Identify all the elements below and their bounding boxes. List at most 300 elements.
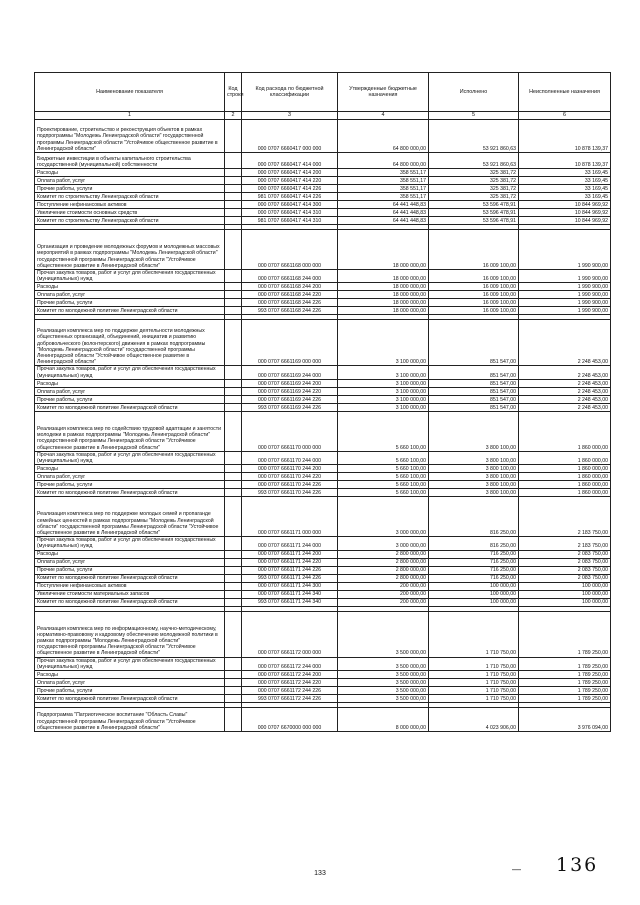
table-row xyxy=(35,395,611,403)
row-budget-code-cell: 993 0707 6661171 244 226 xyxy=(242,574,338,582)
table-row xyxy=(35,217,611,225)
row-budget-code-cell: 000 0707 6661171 000 000 xyxy=(242,497,338,537)
row-unexecuted-cell: 33 169,45 xyxy=(519,177,611,185)
row-budget-code-cell: 000 0707 6670000 000 000 xyxy=(242,708,338,732)
row-unexecuted-cell: 1 860 000,00 xyxy=(519,489,611,497)
row-budget-code-cell: 000 0707 6661168 244 220 xyxy=(242,291,338,299)
row-approved-cell: 3 500 000,00 xyxy=(338,671,429,679)
row-budget-code-cell: 000 0707 6661168 244 226 xyxy=(242,299,338,307)
row-executed-cell: 53 921 860,63 xyxy=(429,153,519,169)
row-unexecuted-cell: 33 169,45 xyxy=(519,193,611,201)
row-budget-code-cell: 000 0707 6661171 244 220 xyxy=(242,558,338,566)
row-budget-code-cell: 993 0707 6661169 244 226 xyxy=(242,403,338,411)
table-row xyxy=(35,177,611,185)
row-line-code-cell xyxy=(225,590,242,598)
row-executed-cell: 851 547,00 xyxy=(429,379,519,387)
table-row xyxy=(35,489,611,497)
table-row xyxy=(35,283,611,291)
row-unexecuted-cell: 1 990 900,00 xyxy=(519,283,611,291)
row-name-cell: Комитет по молодежной политике Ленинградской области xyxy=(35,574,225,582)
column-number: 5 xyxy=(429,112,519,120)
table-row xyxy=(35,320,611,366)
row-approved-cell: 3 100 000,00 xyxy=(338,403,429,411)
table-row xyxy=(35,679,611,687)
table-row xyxy=(35,270,611,283)
table-row xyxy=(35,193,611,201)
row-budget-code-cell: 000 0707 6660417 414 300 xyxy=(242,201,338,209)
row-executed-cell: 1 710 750,00 xyxy=(429,695,519,703)
row-name-cell: Подпрограмма "Патриотическое воспитание "Область Славы" государственной программы Ленинградской области "Устойчивое общественное развитие в Ленинградской области" xyxy=(35,708,225,732)
row-budget-code-cell: 000 0707 6661170 244 220 xyxy=(242,473,338,481)
row-line-code-cell xyxy=(225,193,242,201)
table-row xyxy=(35,201,611,209)
row-unexecuted-cell: 1 990 900,00 xyxy=(519,299,611,307)
row-name-cell: Увеличение стоимости материальных запасов xyxy=(35,590,225,598)
table-row xyxy=(35,299,611,307)
row-line-code-cell xyxy=(225,671,242,679)
row-unexecuted-cell: 2 248 453,00 xyxy=(519,366,611,379)
row-executed-cell: 716 250,00 xyxy=(429,550,519,558)
row-line-code-cell xyxy=(225,537,242,550)
row-executed-cell: 716 250,00 xyxy=(429,558,519,566)
row-executed-cell: 16 009 100,00 xyxy=(429,307,519,315)
row-unexecuted-cell: 1 860 000,00 xyxy=(519,473,611,481)
row-line-code-cell xyxy=(225,708,242,732)
row-unexecuted-cell: 100 000,00 xyxy=(519,598,611,606)
row-line-code-cell xyxy=(225,611,242,657)
row-budget-code-cell: 000 0707 6660417 000 000 xyxy=(242,120,338,153)
row-executed-cell: 716 250,00 xyxy=(429,566,519,574)
row-line-code-cell xyxy=(225,465,242,473)
budget-table xyxy=(34,72,611,732)
row-budget-code-cell: 000 0707 6660417 414 220 xyxy=(242,177,338,185)
row-approved-cell: 5 660 100,00 xyxy=(338,451,429,464)
table-row xyxy=(35,537,611,550)
row-approved-cell: 3 100 000,00 xyxy=(338,366,429,379)
row-unexecuted-cell: 10 878 139,37 xyxy=(519,120,611,153)
row-line-code-cell xyxy=(225,558,242,566)
row-line-code-cell xyxy=(225,153,242,169)
table-row xyxy=(35,403,611,411)
row-approved-cell: 64 441 448,83 xyxy=(338,217,429,225)
table-row xyxy=(35,497,611,537)
row-name-cell: Прочие работы, услуги xyxy=(35,185,225,193)
row-line-code-cell xyxy=(225,201,242,209)
row-approved-cell: 18 000 000,00 xyxy=(338,291,429,299)
row-budget-code-cell: 000 0707 6661170 000 000 xyxy=(242,411,338,451)
table-row xyxy=(35,230,611,270)
row-unexecuted-cell: 2 248 453,00 xyxy=(519,395,611,403)
row-name-cell: Прочая закупка товаров, работ и услуг для обеспечения государственных (муниципальных) нужд xyxy=(35,366,225,379)
row-unexecuted-cell: 1 990 900,00 xyxy=(519,270,611,283)
row-line-code-cell xyxy=(225,120,242,153)
row-name-cell: Оплата работ, услуг xyxy=(35,291,225,299)
row-line-code-cell xyxy=(225,550,242,558)
row-budget-code-cell: 000 0707 6661172 244 000 xyxy=(242,657,338,670)
row-unexecuted-cell: 1 789 250,00 xyxy=(519,695,611,703)
row-budget-code-cell: 000 0707 6660417 414 200 xyxy=(242,169,338,177)
row-approved-cell: 18 000 000,00 xyxy=(338,230,429,270)
column-numbers-row xyxy=(35,112,611,120)
row-unexecuted-cell: 1 789 250,00 xyxy=(519,657,611,670)
table-row xyxy=(35,120,611,153)
row-executed-cell: 716 250,00 xyxy=(429,574,519,582)
row-approved-cell: 3 500 000,00 xyxy=(338,695,429,703)
row-unexecuted-cell: 2 248 453,00 xyxy=(519,320,611,366)
column-number: 1 xyxy=(35,112,225,120)
row-unexecuted-cell: 1 860 000,00 xyxy=(519,411,611,451)
table-row xyxy=(35,451,611,464)
row-budget-code-cell: 000 0707 6661170 244 000 xyxy=(242,451,338,464)
row-approved-cell: 3 500 000,00 xyxy=(338,611,429,657)
row-executed-cell: 851 547,00 xyxy=(429,387,519,395)
table-header-row xyxy=(35,73,611,112)
row-executed-cell: 1 710 750,00 xyxy=(429,687,519,695)
row-name-cell: Комитет по молодежной политике Ленинградской области xyxy=(35,598,225,606)
row-approved-cell: 5 660 100,00 xyxy=(338,411,429,451)
header-executed: Исполнено xyxy=(429,73,519,112)
row-name-cell: Оплата работ, услуг xyxy=(35,387,225,395)
row-line-code-cell xyxy=(225,473,242,481)
row-line-code-cell xyxy=(225,582,242,590)
row-unexecuted-cell: 1 789 250,00 xyxy=(519,671,611,679)
row-executed-cell: 851 547,00 xyxy=(429,320,519,366)
row-line-code-cell xyxy=(225,481,242,489)
row-name-cell: Поступление нефинансовых активов xyxy=(35,582,225,590)
table-row xyxy=(35,574,611,582)
row-line-code-cell xyxy=(225,307,242,315)
row-unexecuted-cell: 10 844 969,92 xyxy=(519,217,611,225)
table-row xyxy=(35,657,611,670)
row-executed-cell: 16 009 100,00 xyxy=(429,283,519,291)
row-executed-cell: 100 000,00 xyxy=(429,598,519,606)
row-budget-code-cell: 000 0707 6661171 244 000 xyxy=(242,537,338,550)
row-name-cell: Прочая закупка товаров, работ и услуг для обеспечения государственных (муниципальных) нужд xyxy=(35,537,225,550)
table-row xyxy=(35,566,611,574)
row-approved-cell: 2 800 000,00 xyxy=(338,566,429,574)
row-unexecuted-cell: 33 169,45 xyxy=(519,185,611,193)
row-executed-cell: 16 009 100,00 xyxy=(429,299,519,307)
table-row xyxy=(35,582,611,590)
row-name-cell: Расходы xyxy=(35,550,225,558)
row-line-code-cell xyxy=(225,387,242,395)
row-budget-code-cell: 000 0707 6661172 244 220 xyxy=(242,679,338,687)
row-executed-cell: 1 710 750,00 xyxy=(429,671,519,679)
row-line-code-cell xyxy=(225,217,242,225)
header-unexecuted: Неисполненные назначения xyxy=(519,73,611,112)
row-name-cell: Оплата работ, услуг xyxy=(35,558,225,566)
row-unexecuted-cell: 10 844 969,92 xyxy=(519,209,611,217)
row-budget-code-cell: 000 0707 6661168 244 200 xyxy=(242,283,338,291)
row-approved-cell: 358 551,17 xyxy=(338,169,429,177)
row-unexecuted-cell: 1 990 900,00 xyxy=(519,291,611,299)
row-line-code-cell xyxy=(225,574,242,582)
row-name-cell: Прочая закупка товаров, работ и услуг для обеспечения государственных (муниципальных) нужд xyxy=(35,270,225,283)
column-number: 3 xyxy=(242,112,338,120)
row-unexecuted-cell: 1 860 000,00 xyxy=(519,465,611,473)
row-unexecuted-cell: 1 789 250,00 xyxy=(519,679,611,687)
row-budget-code-cell: 000 0707 6661169 244 000 xyxy=(242,366,338,379)
row-name-cell: Комитет по строительству Ленинградской области xyxy=(35,193,225,201)
column-number: 6 xyxy=(519,112,611,120)
row-budget-code-cell: 000 0707 6661169 244 220 xyxy=(242,387,338,395)
row-executed-cell: 325 381,72 xyxy=(429,169,519,177)
row-name-cell: Оплата работ, услуг xyxy=(35,679,225,687)
row-approved-cell: 200 000,00 xyxy=(338,598,429,606)
row-line-code-cell xyxy=(225,366,242,379)
table-row xyxy=(35,590,611,598)
row-name-cell: Поступление нефинансовых активов xyxy=(35,201,225,209)
row-executed-cell: 1 710 750,00 xyxy=(429,611,519,657)
row-approved-cell: 3 500 000,00 xyxy=(338,687,429,695)
column-number: 4 xyxy=(338,112,429,120)
row-line-code-cell xyxy=(225,695,242,703)
row-executed-cell: 3 800 100,00 xyxy=(429,473,519,481)
row-executed-cell: 53 596 478,91 xyxy=(429,201,519,209)
row-executed-cell: 53 921 860,63 xyxy=(429,120,519,153)
row-name-cell: Прочие работы, услуги xyxy=(35,395,225,403)
table-row xyxy=(35,291,611,299)
row-executed-cell: 851 547,00 xyxy=(429,366,519,379)
row-budget-code-cell: 000 0707 6661169 244 226 xyxy=(242,395,338,403)
row-executed-cell: 100 000,00 xyxy=(429,590,519,598)
table-row xyxy=(35,473,611,481)
row-approved-cell: 358 551,17 xyxy=(338,185,429,193)
row-unexecuted-cell: 3 976 094,00 xyxy=(519,708,611,732)
row-name-cell: Комитет по молодежной политике Ленинградской области xyxy=(35,695,225,703)
row-budget-code-cell: 993 0707 6661171 244 340 xyxy=(242,598,338,606)
row-approved-cell: 5 660 100,00 xyxy=(338,473,429,481)
table-row xyxy=(35,611,611,657)
row-unexecuted-cell: 2 248 453,00 xyxy=(519,379,611,387)
row-name-cell: Расходы xyxy=(35,169,225,177)
table-row xyxy=(35,558,611,566)
row-budget-code-cell: 000 0707 6661171 244 226 xyxy=(242,566,338,574)
row-budget-code-cell: 000 0707 6661169 000 000 xyxy=(242,320,338,366)
row-line-code-cell xyxy=(225,209,242,217)
table-row xyxy=(35,185,611,193)
table-row xyxy=(35,379,611,387)
row-budget-code-cell: 981 0707 6660417 414 226 xyxy=(242,193,338,201)
row-executed-cell: 851 547,00 xyxy=(429,403,519,411)
row-budget-code-cell: 981 0707 6660417 414 310 xyxy=(242,217,338,225)
row-name-cell: Комитет по молодежной политике Ленинградской области xyxy=(35,403,225,411)
row-executed-cell: 1 710 750,00 xyxy=(429,679,519,687)
row-name-cell: Увеличение стоимости основных средств xyxy=(35,209,225,217)
row-name-cell: Прочие работы, услуги xyxy=(35,481,225,489)
table-row xyxy=(35,671,611,679)
row-line-code-cell xyxy=(225,489,242,497)
row-unexecuted-cell: 33 169,45 xyxy=(519,169,611,177)
row-unexecuted-cell: 1 789 250,00 xyxy=(519,611,611,657)
row-approved-cell: 3 500 000,00 xyxy=(338,657,429,670)
table-row xyxy=(35,307,611,315)
row-approved-cell: 3 500 000,00 xyxy=(338,679,429,687)
row-approved-cell: 200 000,00 xyxy=(338,582,429,590)
row-unexecuted-cell: 2 083 750,00 xyxy=(519,566,611,574)
row-approved-cell: 18 000 000,00 xyxy=(338,270,429,283)
row-executed-cell: 816 250,00 xyxy=(429,537,519,550)
row-unexecuted-cell: 2 248 453,00 xyxy=(519,403,611,411)
row-approved-cell: 64 441 448,83 xyxy=(338,209,429,217)
row-executed-cell: 325 381,72 xyxy=(429,177,519,185)
row-name-cell: Реализация комплекса мер по информационному, научно-методическому, нормативно-правовому и кадровому обеспечению молодежной политики в рамках подпрограммы "Молодежь Ленинградской области" государственной программы Ленинградской области "Устойчивое общественное развитие в Ленинградской области" xyxy=(35,611,225,657)
row-name-cell: Прочая закупка товаров, работ и услуг для обеспечения государственных (муниципальных) нужд xyxy=(35,451,225,464)
row-line-code-cell xyxy=(225,679,242,687)
row-budget-code-cell: 000 0707 6661168 000 000 xyxy=(242,230,338,270)
row-unexecuted-cell: 1 789 250,00 xyxy=(519,687,611,695)
row-executed-cell: 1 710 750,00 xyxy=(429,657,519,670)
row-executed-cell: 325 381,72 xyxy=(429,193,519,201)
row-unexecuted-cell: 100 000,00 xyxy=(519,590,611,598)
row-unexecuted-cell: 100 000,00 xyxy=(519,582,611,590)
row-name-cell: Проектирование, строительство и реконструкция объектов в рамках подпрограммы "Молодежь Ленинградской области" государственной программы Ленинградской области "Устойчивое общественное развитие в Ленинградской области" xyxy=(35,120,225,153)
footer-dash: — xyxy=(512,864,521,874)
row-unexecuted-cell: 2 183 750,00 xyxy=(519,537,611,550)
row-approved-cell: 3 100 000,00 xyxy=(338,395,429,403)
table-row xyxy=(35,465,611,473)
header-budget-code: Код расхода по бюджетной классификации xyxy=(242,73,338,112)
row-unexecuted-cell: 2 183 750,00 xyxy=(519,497,611,537)
row-name-cell: Расходы xyxy=(35,465,225,473)
row-line-code-cell xyxy=(225,411,242,451)
row-executed-cell: 53 596 478,91 xyxy=(429,217,519,225)
row-budget-code-cell: 000 0707 6661168 244 000 xyxy=(242,270,338,283)
row-executed-cell: 851 547,00 xyxy=(429,395,519,403)
row-name-cell: Расходы xyxy=(35,379,225,387)
row-approved-cell: 5 660 100,00 xyxy=(338,489,429,497)
row-approved-cell: 200 000,00 xyxy=(338,590,429,598)
row-budget-code-cell: 000 0707 6661171 244 340 xyxy=(242,590,338,598)
row-line-code-cell xyxy=(225,320,242,366)
row-line-code-cell xyxy=(225,230,242,270)
row-line-code-cell xyxy=(225,598,242,606)
row-line-code-cell xyxy=(225,270,242,283)
row-unexecuted-cell: 1 990 900,00 xyxy=(519,230,611,270)
row-name-cell: Прочие работы, услуги xyxy=(35,687,225,695)
row-budget-code-cell: 000 0707 6661171 244 300 xyxy=(242,582,338,590)
row-line-code-cell xyxy=(225,185,242,193)
row-line-code-cell xyxy=(225,566,242,574)
row-name-cell: Организация и проведение молодежных форумов и молодежных массовых мероприятий в рамках подпрограммы "Молодежь Ленинградской области" государственной программы Ленинградской области "Устойчивое общественное развитие в Ленинградской области" xyxy=(35,230,225,270)
row-executed-cell: 4 023 906,00 xyxy=(429,708,519,732)
row-executed-cell: 100 000,00 xyxy=(429,582,519,590)
row-executed-cell: 3 800 100,00 xyxy=(429,489,519,497)
table-row xyxy=(35,598,611,606)
row-unexecuted-cell: 10 844 969,92 xyxy=(519,201,611,209)
table-row xyxy=(35,366,611,379)
row-line-code-cell xyxy=(225,283,242,291)
row-line-code-cell xyxy=(225,177,242,185)
row-budget-code-cell: 993 0707 6661168 244 226 xyxy=(242,307,338,315)
table-row xyxy=(35,550,611,558)
row-name-cell: Комитет по молодежной политике Ленинградской области xyxy=(35,489,225,497)
row-name-cell: Комитет по молодежной политике Ленинградской области xyxy=(35,307,225,315)
row-budget-code-cell: 000 0707 6661171 244 200 xyxy=(242,550,338,558)
row-approved-cell: 64 800 000,00 xyxy=(338,153,429,169)
row-approved-cell: 18 000 000,00 xyxy=(338,307,429,315)
row-executed-cell: 16 009 100,00 xyxy=(429,230,519,270)
row-budget-code-cell: 993 0707 6661170 244 226 xyxy=(242,489,338,497)
row-unexecuted-cell: 1 860 000,00 xyxy=(519,481,611,489)
row-budget-code-cell: 000 0707 6661170 244 200 xyxy=(242,465,338,473)
row-line-code-cell xyxy=(225,169,242,177)
row-budget-code-cell: 000 0707 6660417 414 310 xyxy=(242,209,338,217)
table-row xyxy=(35,387,611,395)
row-approved-cell: 358 551,17 xyxy=(338,177,429,185)
row-unexecuted-cell: 10 878 139,37 xyxy=(519,153,611,169)
header-approved: Утвержденные бюджетные назначения xyxy=(338,73,429,112)
row-unexecuted-cell: 2 083 750,00 xyxy=(519,550,611,558)
row-executed-cell: 3 800 100,00 xyxy=(429,411,519,451)
row-name-cell: Бюджетные инвестиции в объекты капитального строительства государственной (муниципальной) собственности xyxy=(35,153,225,169)
row-executed-cell: 816 250,00 xyxy=(429,497,519,537)
row-approved-cell: 18 000 000,00 xyxy=(338,283,429,291)
row-budget-code-cell: 000 0707 6661172 000 000 xyxy=(242,611,338,657)
row-approved-cell: 3 000 000,00 xyxy=(338,497,429,537)
row-name-cell: Оплата работ, услуг xyxy=(35,177,225,185)
table-row xyxy=(35,411,611,451)
row-name-cell: Реализация комплекса мер по поддержке молодых семей и пропаганде семейных ценностей в рамках подпрограммы "Молодежь Ленинградской области" государственной программы Ленинградской области "Устойчивое общественное развитие в Ленинградской области" xyxy=(35,497,225,537)
row-executed-cell: 3 800 100,00 xyxy=(429,465,519,473)
row-line-code-cell xyxy=(225,299,242,307)
row-executed-cell: 325 381,72 xyxy=(429,185,519,193)
row-approved-cell: 3 100 000,00 xyxy=(338,379,429,387)
table-row xyxy=(35,209,611,217)
row-name-cell: Реализация комплекса мер по содействию трудовой адаптации и занятости молодежи в рамках подпрограммы "Молодежь Ленинградской области" государственной программы Ленинградской области "Устойчивое общественное развитие в Ленинградской области" xyxy=(35,411,225,451)
row-executed-cell: 16 009 100,00 xyxy=(429,270,519,283)
row-unexecuted-cell: 2 083 750,00 xyxy=(519,558,611,566)
table-row xyxy=(35,708,611,732)
table-row xyxy=(35,481,611,489)
row-line-code-cell xyxy=(225,291,242,299)
row-budget-code-cell: 000 0707 6660417 414 000 xyxy=(242,153,338,169)
row-budget-code-cell: 000 0707 6661169 244 200 xyxy=(242,379,338,387)
row-budget-code-cell: 000 0707 6661170 244 226 xyxy=(242,481,338,489)
row-executed-cell: 53 596 478,91 xyxy=(429,209,519,217)
header-line-code: Код строки xyxy=(225,73,242,112)
row-approved-cell: 5 660 100,00 xyxy=(338,465,429,473)
row-approved-cell: 64 441 448,83 xyxy=(338,201,429,209)
row-line-code-cell xyxy=(225,379,242,387)
row-name-cell: Комитет по строительству Ленинградской области xyxy=(35,217,225,225)
row-line-code-cell xyxy=(225,395,242,403)
row-approved-cell: 5 660 100,00 xyxy=(338,481,429,489)
row-approved-cell: 3 100 000,00 xyxy=(338,320,429,366)
row-unexecuted-cell: 1 990 900,00 xyxy=(519,307,611,315)
row-approved-cell: 18 000 000,00 xyxy=(338,299,429,307)
column-number: 2 xyxy=(225,112,242,120)
row-executed-cell: 3 800 100,00 xyxy=(429,481,519,489)
header-name: Наименование показателя xyxy=(35,73,225,112)
row-approved-cell: 358 551,17 xyxy=(338,193,429,201)
row-budget-code-cell: 000 0707 6661172 244 200 xyxy=(242,671,338,679)
row-name-cell: Реализация комплекса мер по поддержке деятельности молодежных общественных организаций, объединений, инициатив и развитию добровольческого (волонтерского) движения в рамках подпрограммы "Молодежь Ленинградской области" государственной программы Ленинградской области "Устойчивое общественное развитие в Ленинградской области" xyxy=(35,320,225,366)
row-approved-cell: 3 000 000,00 xyxy=(338,537,429,550)
row-budget-code-cell: 000 0707 6661172 244 226 xyxy=(242,687,338,695)
row-line-code-cell xyxy=(225,687,242,695)
row-line-code-cell xyxy=(225,451,242,464)
row-budget-code-cell: 993 0707 6661172 244 226 xyxy=(242,695,338,703)
row-approved-cell: 2 800 000,00 xyxy=(338,550,429,558)
row-executed-cell: 3 800 100,00 xyxy=(429,451,519,464)
row-unexecuted-cell: 2 248 453,00 xyxy=(519,387,611,395)
page-number: 133 xyxy=(314,870,326,877)
table-body xyxy=(35,120,611,732)
row-line-code-cell xyxy=(225,497,242,537)
row-approved-cell: 8 000 000,00 xyxy=(338,708,429,732)
row-approved-cell: 64 800 000,00 xyxy=(338,120,429,153)
